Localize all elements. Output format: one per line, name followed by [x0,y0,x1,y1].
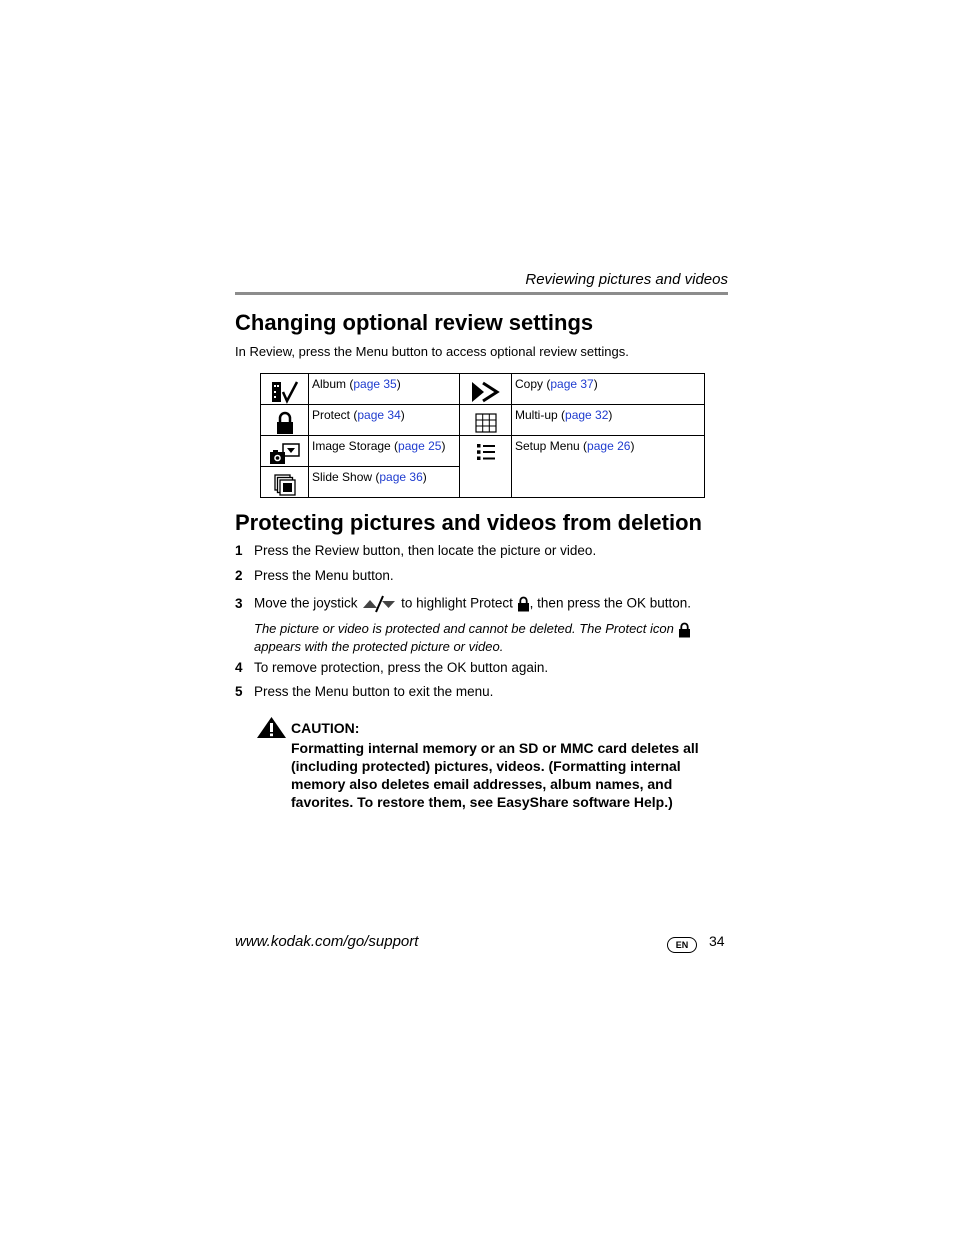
footer-url[interactable]: www.kodak.com/go/support [235,933,419,950]
copy-icon [471,381,501,403]
caution-warning-icon [256,716,287,739]
joystick-up-down-icon [361,595,397,613]
protect-page-link[interactable]: page 34 [357,408,401,422]
protect-icon-cell [261,405,309,436]
album-page-link[interactable]: page 35 [353,377,397,391]
step-3: 3 Move the joystick to highlight Protect , then press the OK button. [235,595,691,613]
running-head: Reviewing pictures and videos [525,271,728,288]
review-options-table [260,373,705,498]
step-4: 4 To remove protection, press the OK button again. [235,660,549,675]
image-storage-icon-cell [261,436,309,467]
section-title-protecting: Protecting pictures and videos from deletion [235,510,702,535]
option-multi-up[interactable]: Multi-up (page 32) [512,405,705,436]
setup-menu-page-link[interactable]: page 26 [587,439,631,453]
copy-icon-cell [460,374,512,405]
image-storage-icon [269,442,301,466]
step-1: 1 Press the Review button, then locate the picture or video. [235,543,597,558]
slide-show-icon [274,474,296,496]
multi-up-icon [475,413,497,433]
multi-up-icon-cell [460,405,512,436]
copy-page-link[interactable]: page 37 [550,377,594,391]
protect-icon [275,411,295,435]
intro-text: In Review, press the Menu button to access optional review settings. [235,344,629,359]
image-storage-page-link[interactable]: page 25 [398,439,442,453]
multi-up-page-link[interactable]: page 32 [565,408,609,422]
album-icon [271,380,299,404]
step-2: 2 Press the Menu button. [235,568,394,583]
setup-menu-icon [476,443,496,461]
page-number: 34 [709,933,725,949]
option-slide-show[interactable]: Slide Show (page 36) [309,467,460,498]
slide-show-icon-cell [261,467,309,498]
caution-text: Formatting internal memory or an SD or MMC card deletes all (including protected) pictures, videos. (Formatting internal memory also deletes email addresses, album names, and favorites. To restore them, see EasyShare software Help.) [291,740,699,810]
setup-menu-icon-cell [460,436,512,498]
step-5: 5 Press the Menu button to exit the menu. [235,684,494,699]
option-protect[interactable]: Protect (page 34) [309,405,460,436]
option-image-storage[interactable]: Image Storage (page 25) [309,436,460,467]
protect-icon [517,596,530,612]
caution-title: CAUTION: [291,720,360,736]
option-setup-menu[interactable]: Setup Menu (page 26) [512,436,705,498]
album-icon-cell [261,374,309,405]
section-title-review-settings: Changing optional review settings [235,310,594,335]
protect-note: The picture or video is protected and cannot be deleted. The Protect icon appears with the protected picture or video. [254,620,724,655]
option-copy[interactable]: Copy (page 37) [512,374,705,405]
header-rule [235,292,728,295]
slide-show-page-link[interactable]: page 36 [379,470,423,484]
protect-icon [678,622,691,638]
option-album[interactable]: Album (page 35) [309,374,460,405]
language-badge: EN [667,937,697,953]
